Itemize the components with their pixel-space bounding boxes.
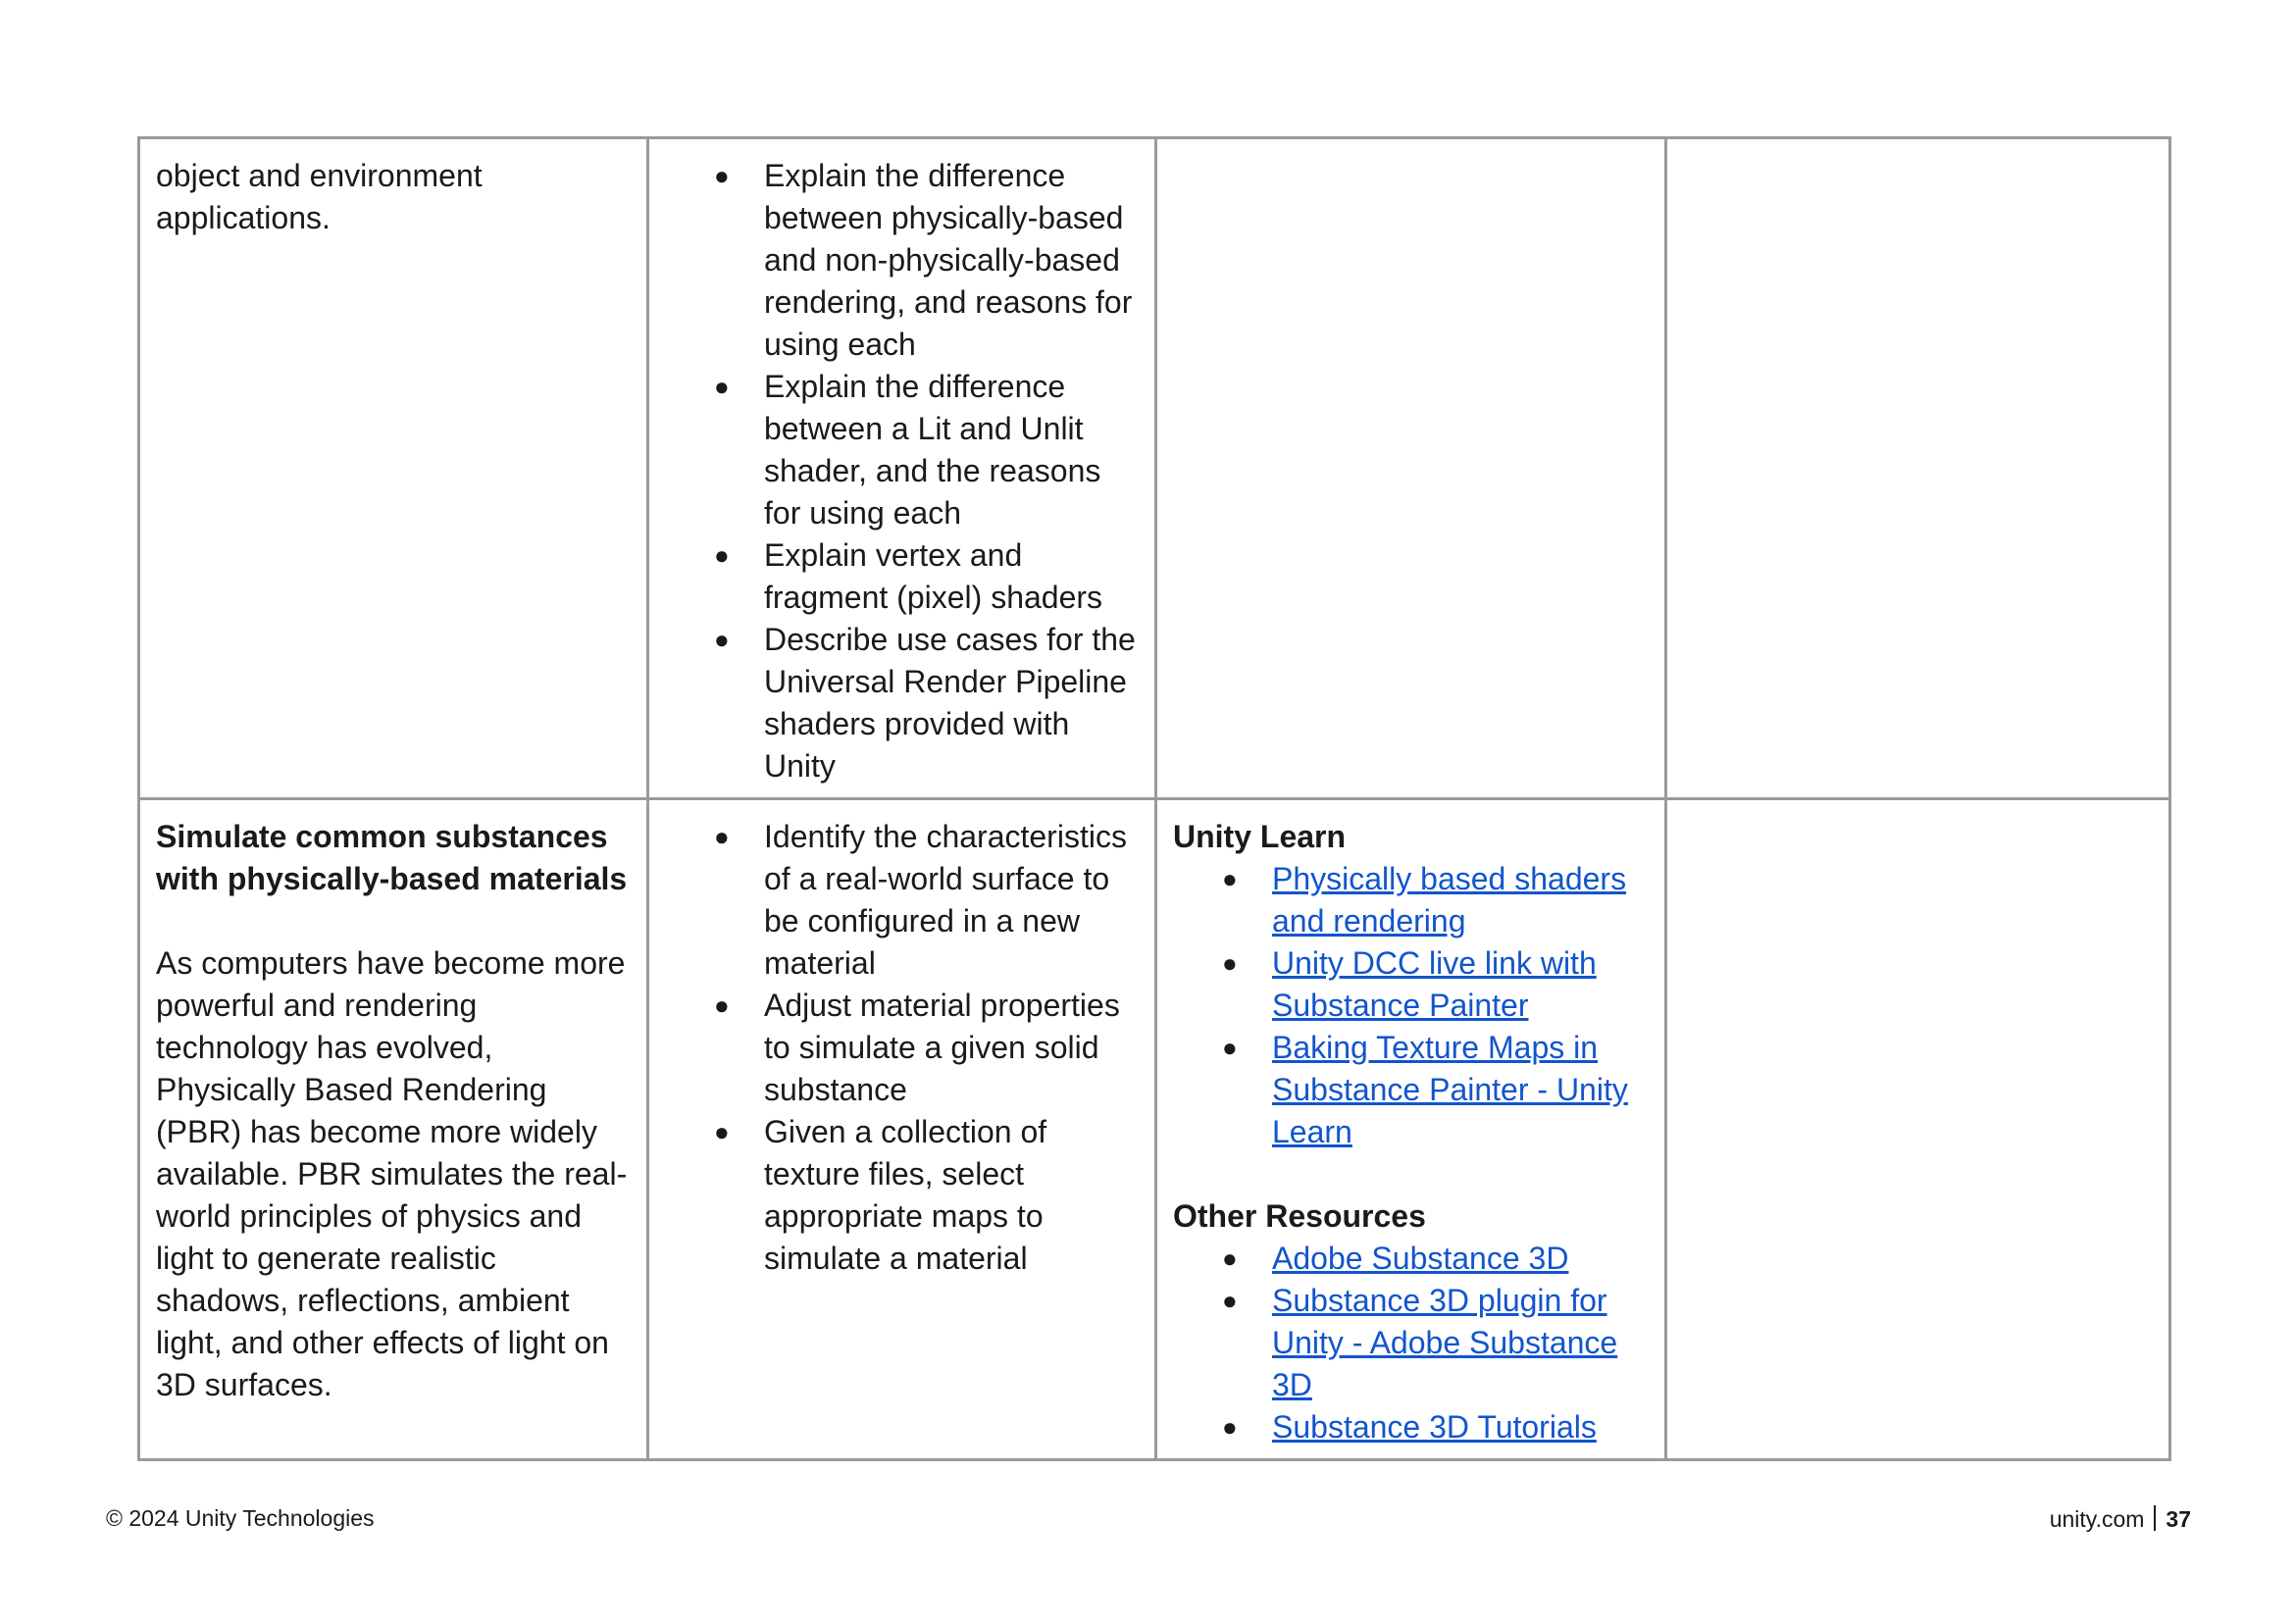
list-item — [1173, 942, 1649, 1027]
topic-description: As computers have become more powerful and rendering technology has evolved, Physically Based Rendering (PBR) has become more widely available. PBR simulates the real-world principles of physics and light to generate realistic shadows, reflections, ambient light, and other effects of light on 3D surfaces. — [156, 945, 628, 1402]
link-substance-3d-plugin[interactable]: Substance 3D plugin for Unity - Adobe Substance 3D — [1272, 1283, 1618, 1402]
list-item — [1173, 1027, 1649, 1153]
footer-right — [2050, 1505, 2191, 1533]
list-item — [1173, 858, 1649, 942]
table-row — [139, 138, 2170, 799]
list-item: ● Explain vertex and fragment (pixel) shaders — [665, 534, 1139, 619]
curriculum-table — [137, 136, 2171, 1461]
resources-cell — [1156, 138, 1666, 799]
objectives-cell — [648, 138, 1156, 799]
link-physically-based-shaders[interactable]: Physically based shaders and rendering — [1272, 861, 1627, 939]
list-item — [1173, 1406, 1649, 1448]
footer-copyright: © 2024 Unity Technologies — [106, 1505, 375, 1531]
link-unity-dcc-live-link[interactable]: Unity DCC live link with Substance Painter — [1272, 945, 1597, 1023]
other-resources-heading: Other Resources — [1173, 1198, 1426, 1234]
objectives-cell — [648, 799, 1156, 1460]
topic-title: Simulate common substances with physically-based materials — [156, 819, 628, 896]
list-item: ● Identify the characteristics of a real-world surface to be configured in a new material — [665, 816, 1139, 985]
list-item: ● Adjust material properties to simulate a given solid substance — [665, 985, 1139, 1111]
topic-cell — [139, 799, 648, 1460]
topic-cell — [139, 138, 648, 799]
notes-cell — [1666, 138, 2170, 799]
unity-learn-links — [1173, 858, 1649, 1153]
link-adobe-substance-3d[interactable]: Adobe Substance 3D — [1272, 1241, 1569, 1276]
other-resource-links — [1173, 1238, 1649, 1448]
topic-text-line: object and environment — [156, 158, 483, 193]
table-row — [139, 799, 2170, 1460]
topic-text-line: applications. — [156, 200, 331, 235]
list-item — [1173, 1238, 1649, 1280]
objectives-list — [665, 816, 1139, 1280]
footer-site: unity.com — [2049, 1506, 2145, 1532]
footer-divider — [2154, 1505, 2156, 1531]
objectives-list — [665, 155, 1139, 787]
list-item: ● Describe use cases for the Universal Render Pipeline shaders provided with Unity — [665, 619, 1139, 787]
list-item: ● Explain the difference between a Lit and Unlit shader, and the reasons for using each — [665, 366, 1139, 534]
unity-learn-heading: Unity Learn — [1173, 819, 1347, 854]
page-number: 37 — [2166, 1506, 2191, 1532]
list-item — [1173, 1280, 1649, 1406]
resources-cell — [1156, 799, 1666, 1460]
link-substance-3d-tutorials[interactable]: Substance 3D Tutorials — [1272, 1409, 1597, 1445]
link-baking-texture-maps[interactable]: Baking Texture Maps in Substance Painter - Unity Learn — [1272, 1030, 1628, 1149]
notes-cell — [1666, 799, 2170, 1460]
list-item: ● Explain the difference between physically-based and non-physically-based rendering, and reasons for using each — [665, 155, 1139, 366]
list-item: ● Given a collection of texture files, select appropriate maps to simulate a material — [665, 1111, 1139, 1280]
